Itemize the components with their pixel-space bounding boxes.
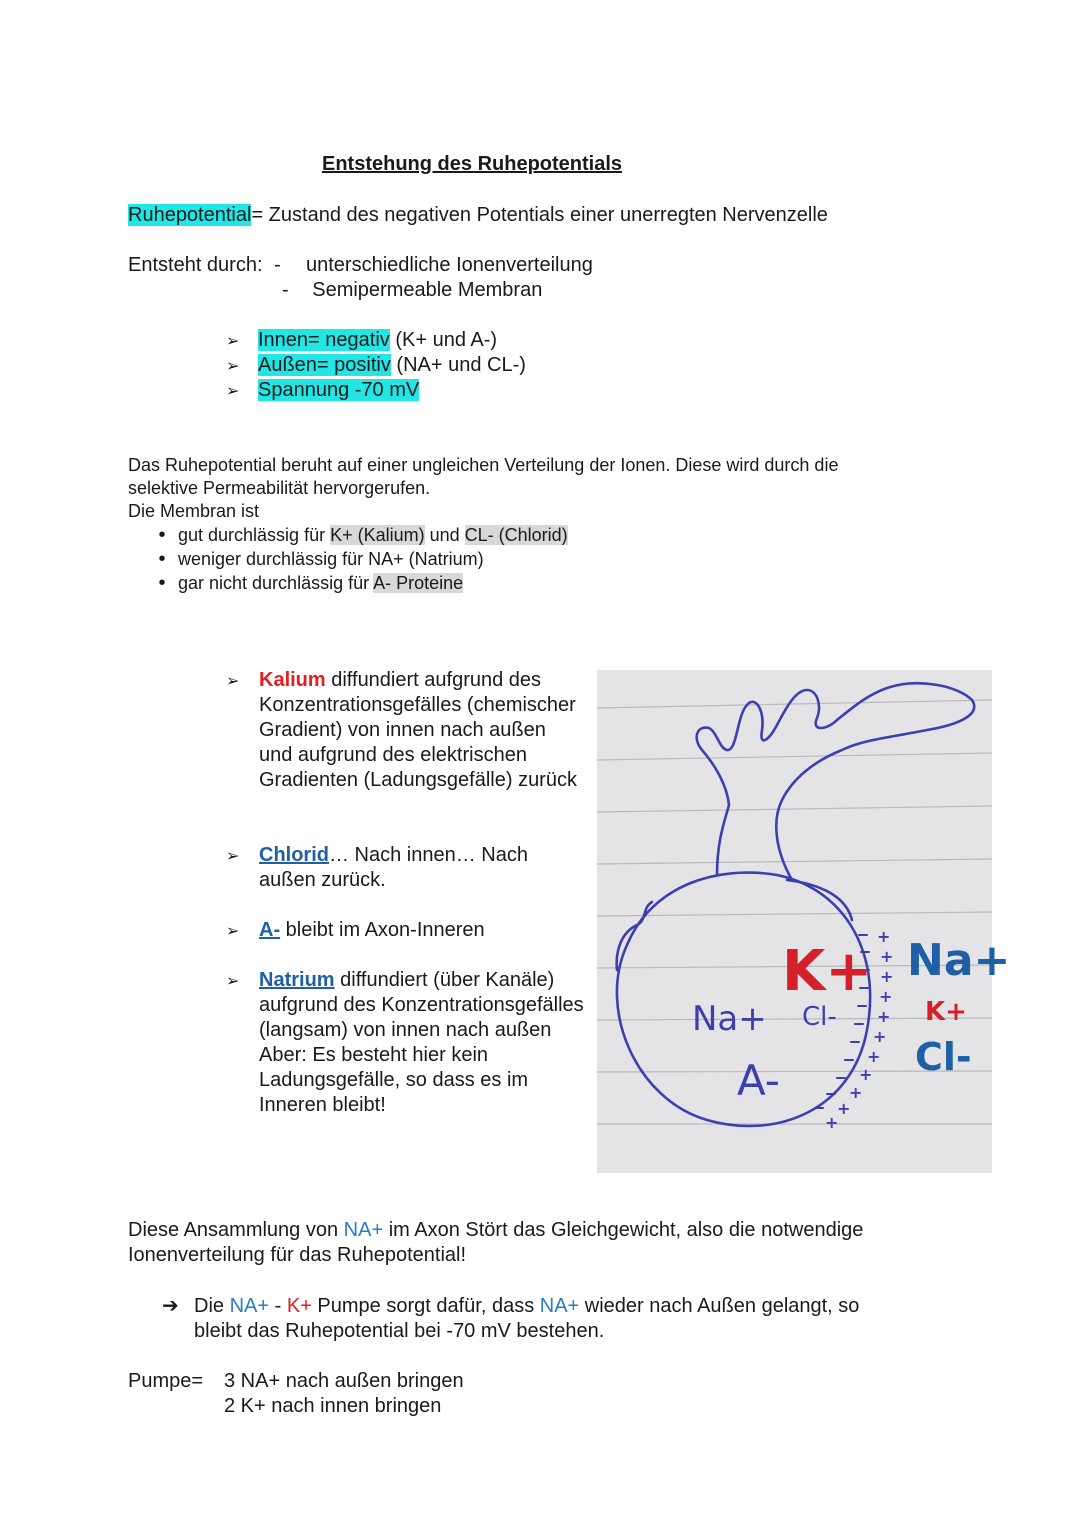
paragraph-line-1: Das Ruhepotential beruht auf einer ungleichen Verteilung der Ionen. Diese wird durch die [128,455,839,475]
arrow-icon: ➢ [226,973,240,990]
sketch-na-inner: Na+ [692,999,767,1039]
pumpe-note-line-1 [162,1294,859,1319]
arrow-icon: ➢ [226,673,240,690]
arrow-icon: ➢ [226,358,240,375]
natrium-name: Natrium [259,969,335,991]
svg-text:+: + [825,1113,839,1132]
entsteht-label [128,253,281,278]
arrow-item-rest: (NA+ und CL-) [390,354,526,376]
sketch-cl-outer: Cl- [915,1035,972,1079]
membrane-bullet-3 [146,571,463,595]
svg-text:+: + [877,927,891,946]
paragraph-line-3: Die Membran ist [128,501,260,521]
definition-text: = Zustand des negativen Potentials einer unerregten Nervenzelle [251,204,828,226]
pn-mid: Pumpe sorgt dafür, dass [311,1295,540,1317]
arrow-item-innen [226,328,497,354]
chlorid-text [259,843,559,893]
svg-text:+: + [877,1007,891,1026]
page-title: Entstehung des Ruhepotentials [322,153,623,175]
definition-term: Ruhepotential [128,204,252,226]
arrow-item-spannung [226,378,419,404]
b3-pre: gar nicht durchlässig für [178,573,374,593]
kalium-desc: diffundiert aufgrund des Konzentrationsgefälles (chemischer Gradient) von innen nach außen und aufgrund des elektrischen Gradienten (Ladungsgefälle) zurück [259,669,577,791]
definition-line [128,203,828,228]
pn-na2: NA+ [539,1295,580,1317]
neuron-sketch [597,670,1011,1173]
arrow-item-aussen [226,353,526,379]
bullet-icon: • [158,548,166,570]
svg-text:+: + [837,1099,851,1118]
ans-pre: Diese Ansammlung von [128,1219,344,1241]
arrow-item-hl: Innen= negativ [258,329,390,351]
entsteht-item-2-text: Semipermeable Membran [312,279,543,301]
arrow-icon: ➢ [226,333,240,350]
sketch-k-outer: K+ [925,997,967,1027]
natrium-text [259,968,584,1118]
sketch-a-inner: A- [737,1056,780,1105]
pn-k: K+ [286,1295,312,1317]
pn-post: wieder nach Außen gelangt, so [579,1295,860,1317]
chlorid-name: Chlorid [259,844,329,866]
membrane-bullet-2 [146,547,484,571]
right-arrow-icon: ➔ [162,1295,179,1317]
pn-na1: NA+ [229,1295,270,1317]
natrium-desc: diffundiert (über Kanäle) aufgrund des Konzentrationsgefälles (langsam) von innen nach außen Aber: Es besteht hier kein Ladungsgefälle, so dass es im Inneren bleibt! [259,969,584,1116]
arrow-item-hl: Spannung -70 mV [258,379,420,401]
ansammlung-line-1 [128,1218,863,1243]
pn-dash: - [269,1295,287,1317]
b2-text: weniger durchlässig für NA+ (Natrium) [178,549,484,569]
arrow-item-hl: Außen= positiv [258,354,391,376]
a-desc: bleibt im Axon-Inneren [280,919,485,941]
kalium-name: Kalium [259,669,326,691]
arrow-icon: ➢ [226,923,240,940]
pumpe-line-1: 3 NA+ nach außen bringen [224,1370,464,1392]
bullet-icon: • [158,524,166,546]
svg-text:+: + [849,1083,863,1102]
b1-mid: und [424,525,465,545]
pumpe-label: Pumpe= [128,1370,204,1392]
b1-chlorid: CL- (Chlorid) [464,525,568,545]
sketch-cl-inner: Cl- [802,1002,837,1032]
sketch-na-outer: Na+ [907,935,1011,986]
svg-text:+: + [879,987,893,1006]
b3-proteine: A- Proteine [373,573,464,593]
svg-text:+: + [859,1065,873,1084]
a-name: A- [259,919,281,941]
kalium-text [259,668,584,793]
entsteht-label-text: Entsteht durch: [128,254,263,276]
pumpe-line-2: 2 K+ nach innen bringen [224,1395,442,1417]
svg-text:+: + [880,967,894,986]
svg-text:+: + [880,947,894,966]
arrow-icon: ➢ [226,848,240,865]
dash-1: - [274,254,281,276]
svg-text:+: + [873,1027,887,1046]
bullet-icon: • [158,572,166,594]
pn-pre: Die [194,1295,230,1317]
entsteht-item-2 [282,278,542,303]
entsteht-item-1: unterschiedliche Ionenverteilung [306,254,593,276]
sketch-k-inner: K+ [782,939,873,1004]
a-text [259,918,584,943]
arrow-icon: ➢ [226,383,240,400]
pumpe-note-line-2: bleibt das Ruhepotential bei -70 mV bestehen. [194,1320,605,1342]
ans-post: im Axon Stört das Gleichgewicht, also die notwendige [383,1219,864,1241]
b1-kalium: K+ (Kalium) [330,525,425,545]
ans-na: NA+ [343,1219,384,1241]
svg-text:+: + [867,1047,881,1066]
arrow-item-rest: (K+ und A-) [389,329,498,351]
chlorid-desc: … Nach innen… Nach außen zurück. [259,844,528,891]
dash-2: - [282,279,289,301]
b1-pre: gut durchlässig für [178,525,331,545]
membrane-bullet-1 [146,523,568,547]
ansammlung-line-2: Ionenverteilung für das Ruhepotential! [128,1244,467,1266]
paragraph-line-2: selektive Permeabilität hervorgerufen. [128,478,431,498]
